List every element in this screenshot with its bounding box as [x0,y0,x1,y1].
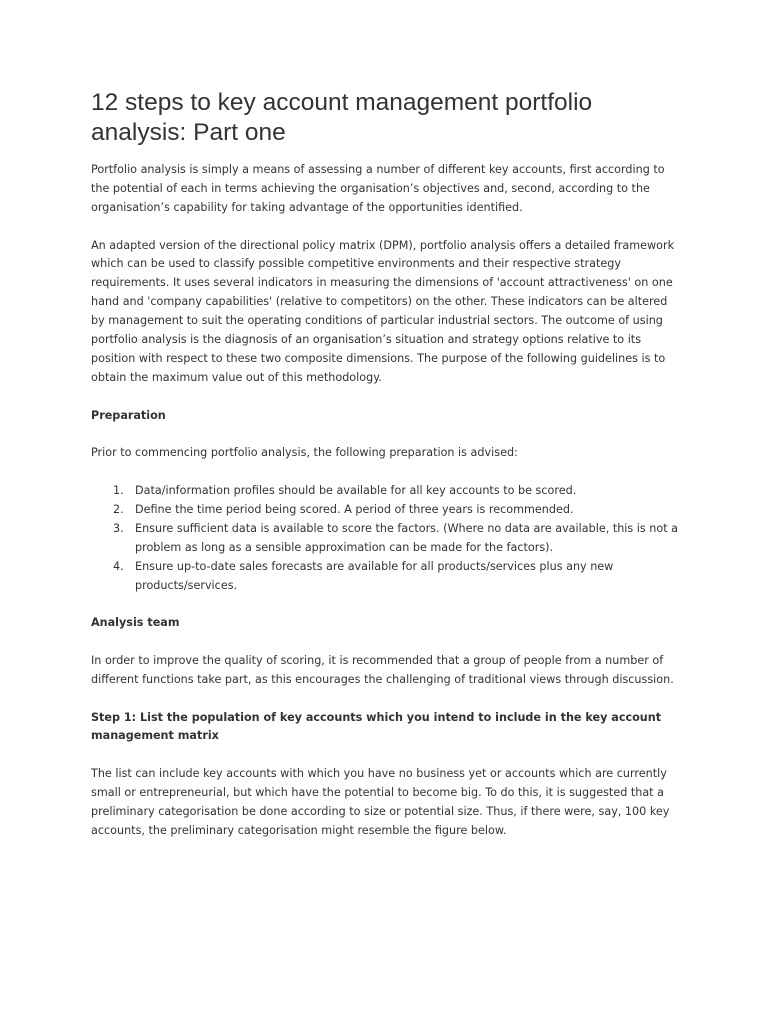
analysis-team-heading: Analysis team [91,616,180,630]
list-item-text: Define the time period being scored. A period of three years is recommended. [135,502,574,516]
list-item [91,520,681,558]
list-item-text: Ensure sufficient data is available to score the factors. (Where no data are available, this is not a problem as long as a sensible approximation can be made for the factors). [135,521,679,554]
list-item [91,482,681,501]
preparation-list [91,482,681,595]
page-title: 12 steps to key account management portfolio analysis: Part one [91,89,593,146]
list-item-number: 1. [113,483,124,497]
step-1-heading: Step 1: List the population of key accounts which you intend to include in the key account management matrix [91,710,662,743]
step-1-paragraph: The list can include key accounts with which you have no business yet or accounts which are currently small or entrepreneurial, but which have the potential to become big. To do this, it is suggested that a preliminary categorisation be done according to size or potential size. Thus, if there were, say, 100 key accounts, the preliminary categorisation might resemble the figure below. [91,767,670,837]
intro-paragraph-1: Portfolio analysis is simply a means of assessing a number of different key accounts, first according to the potential of each in terms achieving the organisation’s objectives and, second, according to the organisation’s capability for taking advantage of the opportunities identified. [91,163,665,214]
list-item [91,501,681,520]
list-item-text: Data/information profiles should be available for all key accounts to be scored. [135,483,577,497]
list-item [91,558,681,596]
list-item-number: 4. [113,559,124,573]
preparation-heading: Preparation [91,408,166,422]
intro-paragraph-2: An adapted version of the directional policy matrix (DPM), portfolio analysis offers a detailed framework which can be used to classify possible competitive environments and their respective strategy requirements. It uses several indicators in measuring the dimensions of 'account attractiveness' on one hand and 'company capabilities' (relative to competitors) on the other. These indicators can be altered by management to suit the operating conditions of particular industrial sectors. The outcome of using portfolio analysis is the diagnosis of an organisation’s situation and strategy options relative to its position with respect to these two composite dimensions. The purpose of the following guidelines is to obtain the maximum value out of this methodology. [91,238,675,384]
list-item-text: Ensure up-to-date sales forecasts are available for all products/services plus any new products/services. [135,559,614,592]
analysis-team-paragraph: In order to improve the quality of scoring, it is recommended that a group of people from a number of different functions take part, as this encourages the challenging of traditional views through discussion. [91,653,674,686]
preparation-intro: Prior to commencing portfolio analysis, the following preparation is advised: [91,446,518,460]
article [91,88,681,860]
list-item-number: 2. [113,502,124,516]
list-item-number: 3. [113,521,124,535]
